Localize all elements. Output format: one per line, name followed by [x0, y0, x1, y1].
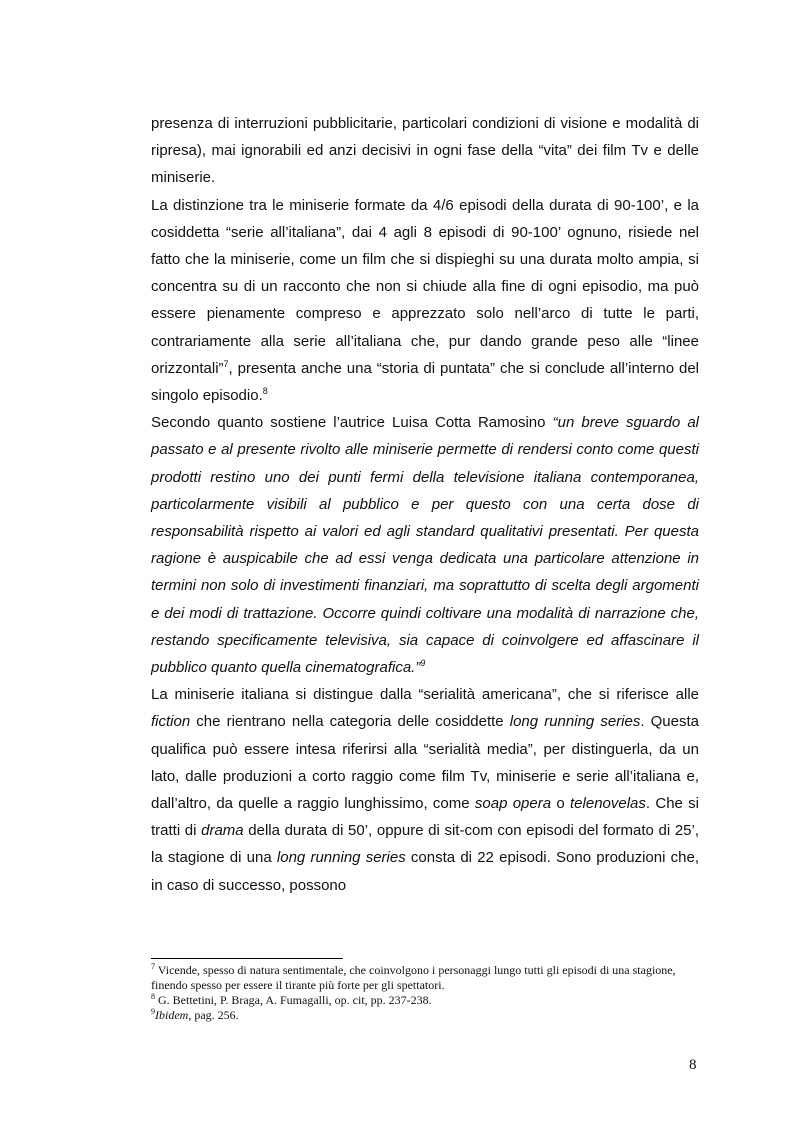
paragraph-2 [151, 192, 699, 410]
paragraph-3-quote: “un breve sguardo al passato e al presente rivolto alle miniserie permette di rendersi conto come questi prodotti restino uno dei punti fermi della televisione italiana contemporanea, particolarmente visibili al pubblico e per questo con una certa dose di responsabilità rispetto ai valori ed agli standard qualitativi presentati. Per questa ragione è auspicabile che ad essi venga dedicata una particolare attenzione in termini non solo di investimenti finanziari, ma soprattutto di scelta degli argomenti e dei modi di trattazione. Occorre quindi coltivare una modalità di narrazione che, restando specificamente televisiva, sia capace di coinvolgere ed affascinare il pubblico quanto quella cinematografica.” [151, 414, 699, 677]
footnote-ref-8: 8 [262, 386, 268, 397]
paragraph-2-text: La distinzione tra le miniserie formate da 4/6 episodi della durata di 90-100’, e la cosiddetta “serie all’italiana”, dai 4 agli 8 episodi di 90-100’ ognuno, risiede nel fatto che la miniserie, come un film che si dispieghi su una durata molto ampia, si concentra su di un racconto che non si chiude alla fine di ogni episodio, ma può essere pienamente compreso e apprezzato solo nell’arco di tutte le parti, contrariamente alla serie all’italiana che, pur dando grande peso alle “linee orizzontali” [151, 196, 699, 377]
footnote-ref-7: 7 [223, 358, 229, 369]
paragraph-4-term: telenovelas [570, 795, 646, 813]
body-text [151, 110, 699, 899]
footnote-8 [151, 993, 711, 1008]
paragraph-4 [151, 681, 699, 899]
paragraph-4-term: fiction [151, 713, 191, 731]
paragraph-3 [151, 409, 699, 681]
footnote-number: 7 [151, 962, 155, 971]
paragraph-4-term: long running series [509, 713, 641, 731]
paragraph-3-intro: Secondo quanto sostiene l’autrice Luisa Cotta Ramosino [151, 414, 553, 432]
footnote-text: , pag. 256. [188, 1008, 239, 1022]
footnote-italic-text: Ibidem [155, 1008, 189, 1022]
footnote-7 [151, 963, 711, 993]
paragraph-4-text: . Che si tratti di [151, 795, 700, 840]
footnote-text: Vicende, spesso di natura sentimentale, che coinvolgono i personaggi lungo tutti gli episodi di una stagione, finendo spesso per essere il tirante più forte per gli spettatori. [151, 963, 676, 992]
paragraph-4-text: che rientrano nella categoria delle cosiddette [190, 713, 510, 731]
footnote-number: 9 [151, 1007, 155, 1016]
page-number: 8 [689, 1057, 697, 1073]
footnote-ref-9: 9 [420, 658, 426, 669]
footnote-text: G. Bettetini, P. Braga, A. Fumagalli, op. cit, pp. 237-238. [155, 993, 432, 1007]
paragraph-4-text: . Questa qualifica può essere intesa riferirsi alla “serialità media”, per distinguerla, da un lato, dalle produzioni a corto raggio come film Tv, miniserie e serie all’italiana e, dall’altro, da quelle a raggio lunghissimo, come [151, 713, 700, 813]
paragraph-1: presenza di interruzioni pubblicitarie, particolari condizioni di visione e modalità di ripresa), mai ignorabili ed anzi decisivi in ogni fase della “vita” dei film Tv e delle miniserie. [151, 115, 699, 187]
paragraph-4-term: drama [201, 822, 244, 840]
paragraph-4-text: La miniserie italiana si distingue dalla “serialità americana”, che si riferisce alle [151, 686, 699, 704]
paragraph-4-text: o [551, 795, 571, 813]
footnotes [151, 963, 711, 1023]
footnote-number: 8 [151, 992, 155, 1001]
paragraph-4-term: soap opera [474, 795, 552, 813]
footnote-9 [151, 1008, 711, 1023]
paragraph-2-text-b: , presenta anche una “storia di puntata” che si conclude all’interno del singolo episodio. [151, 359, 699, 405]
paragraph-4-term: long running series [276, 849, 406, 867]
paragraph-4-text: consta di 22 episodi. Sono produzioni che, in caso di successo, possono [151, 849, 700, 894]
paragraph-4-text: della durata di 50’, oppure di sit-com con episodi del formato di 25’, la stagione di una [151, 822, 700, 867]
footnote-separator [151, 958, 343, 959]
